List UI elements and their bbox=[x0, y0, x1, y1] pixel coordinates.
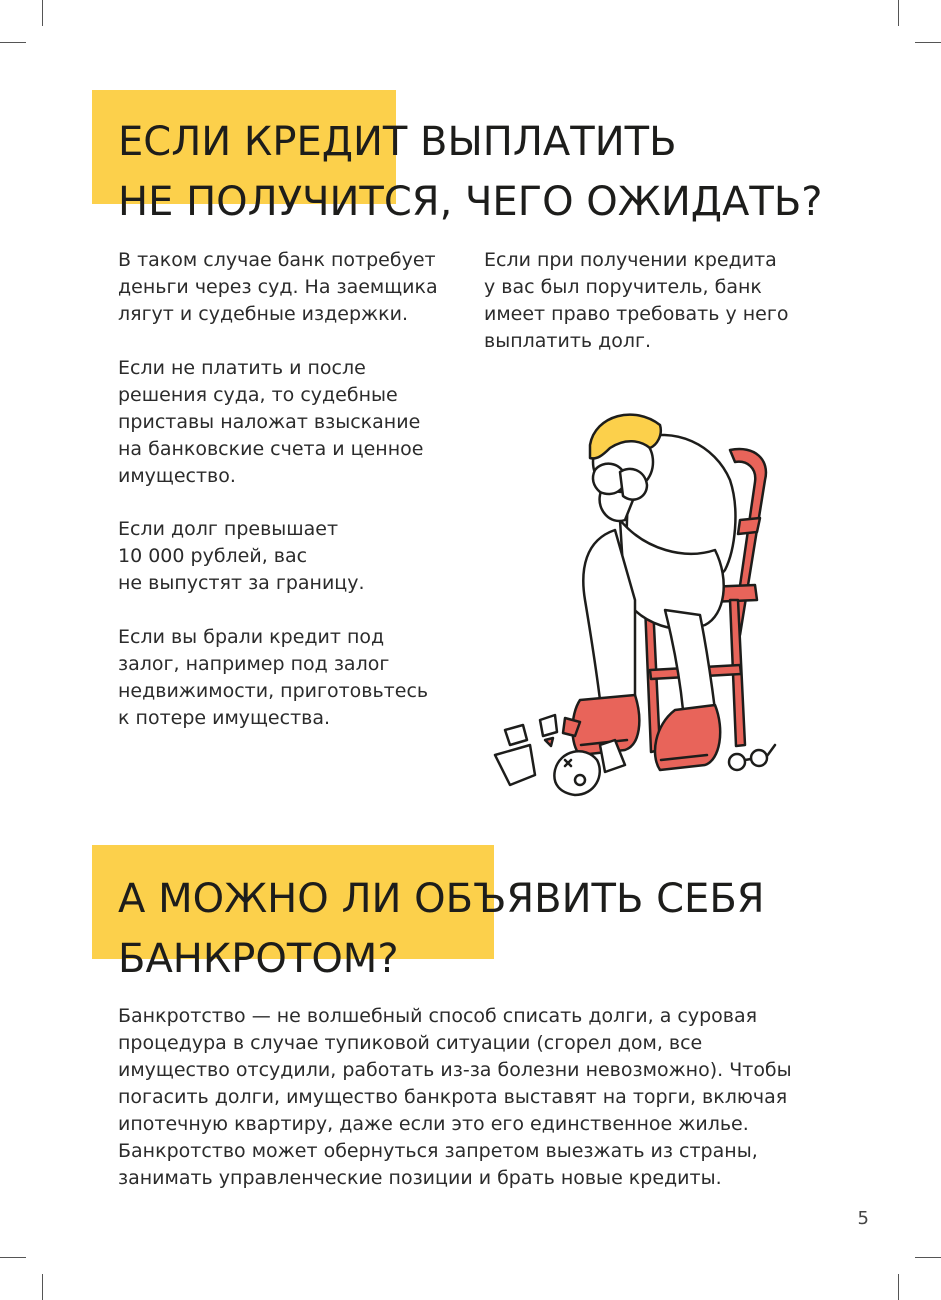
paragraph-court bbox=[118, 247, 438, 328]
text-line: процедура в случае тупиковой ситуации (сгорел дом, все bbox=[118, 1032, 703, 1054]
text-line: у вас был поручитель, банк bbox=[484, 276, 762, 298]
page-number: 5 bbox=[857, 1208, 869, 1229]
paragraph-bankruptcy bbox=[118, 1003, 792, 1192]
text-line: Банкротство — не волшебный способ списать долги, а суровая bbox=[118, 1005, 758, 1027]
paragraph-guarantor bbox=[484, 247, 788, 355]
crop-mark-bottom-left-h bbox=[0, 1257, 26, 1258]
paragraph-travel-ban bbox=[118, 516, 365, 597]
text-line: Если не платить и после bbox=[118, 357, 366, 379]
text-line: имущество отсудили, работать из-за болезни невозможно). Чтобы bbox=[118, 1059, 792, 1081]
heading-line: А МОЖНО ЛИ ОБЪЯВИТЬ СЕБЯ bbox=[118, 876, 765, 922]
text-line: Если вы брали кредит под bbox=[118, 626, 385, 648]
text-line: имущество. bbox=[118, 465, 236, 487]
text-line: ипотечную квартиру, даже если это его единственное жилье. bbox=[118, 1113, 749, 1135]
sad-man-on-chair-with-broken-piggy-bank-icon bbox=[485, 400, 785, 810]
text-line: погасить долги, имущество банкрота выставят на торги, включая bbox=[118, 1086, 788, 1108]
heading-line: НЕ ПОЛУЧИТСЯ, ЧЕГО ОЖИДАТЬ? bbox=[118, 179, 823, 225]
text-line: приставы наложат взыскание bbox=[118, 411, 421, 433]
text-line: не выпустят за границу. bbox=[118, 572, 365, 594]
text-line: имеет право требовать у него bbox=[484, 303, 789, 325]
text-line: Если долг превышает bbox=[118, 518, 339, 540]
text-line: 10 000 рублей, вас bbox=[118, 545, 308, 567]
crop-mark-bottom-left-v bbox=[42, 1274, 43, 1300]
text-line: к потере имущества. bbox=[118, 707, 331, 729]
text-line: В таком случае банк потребует bbox=[118, 249, 436, 271]
text-line: недвижимости, приготовьтесь bbox=[118, 680, 429, 702]
text-line: залог, например под залог bbox=[118, 653, 390, 675]
crop-mark-top-right-v bbox=[898, 0, 899, 26]
section-heading-bankruptcy bbox=[118, 869, 765, 989]
section-heading-credit-default bbox=[118, 112, 823, 232]
crop-mark-bottom-right-h bbox=[915, 1257, 941, 1258]
text-line: лягут и судебные издержки. bbox=[118, 303, 409, 325]
crop-mark-bottom-right-v bbox=[898, 1274, 899, 1300]
text-line: Банкротство может обернуться запретом выезжать из страны, bbox=[118, 1140, 758, 1162]
heading-line: БАНКРОТОМ? bbox=[118, 936, 399, 982]
text-line: выплатить долг. bbox=[484, 330, 652, 352]
text-line: решения суда, то судебные bbox=[118, 384, 398, 406]
crop-mark-top-left-v bbox=[42, 0, 43, 26]
crop-mark-top-right-h bbox=[915, 42, 941, 43]
glasses-icon bbox=[729, 745, 775, 770]
text-line: занимать управленческие позиции и брать новые кредиты. bbox=[118, 1167, 722, 1189]
text-line: на банковские счета и ценное bbox=[118, 438, 424, 460]
paragraph-bailiffs bbox=[118, 355, 423, 490]
paragraph-collateral bbox=[118, 624, 428, 732]
text-line: деньги через суд. На заемщика bbox=[118, 276, 438, 298]
heading-line: ЕСЛИ КРЕДИТ ВЫПЛАТИТЬ bbox=[118, 119, 677, 165]
crop-mark-top-left-h bbox=[0, 42, 26, 43]
text-line: Если при получении кредита bbox=[484, 249, 777, 271]
